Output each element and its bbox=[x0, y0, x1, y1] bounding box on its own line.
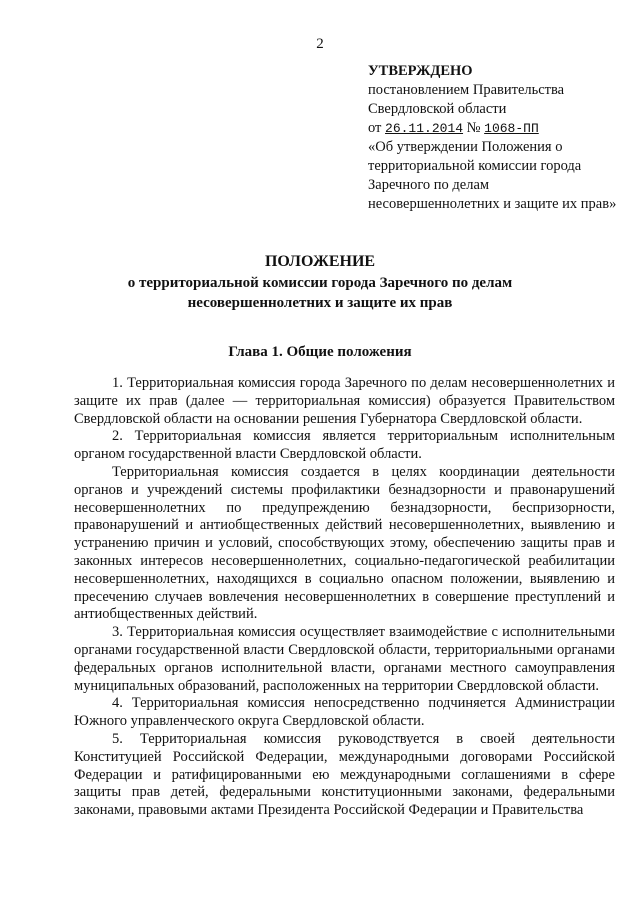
paragraph: 3. Территориальная комиссия осуществляет взаимодействие с исполнительными органами государственной власти Свердловской области, территориальными органами федеральных органов исполнительной власти, органами местного самоуправления муниципальных образований, расположенных на территории Свердловской области. bbox=[74, 624, 615, 694]
paragraph: Территориальная комиссия создается в целях координации деятельности органов и учреждений системы профилактики безнадзорности и правонарушений несовершеннолетних по предупреждению безнадзорности, беспризорности, правонарушений и антиобщественных действий несовершеннолетних, выявлению и устранению причин и условий, способствующих этому, обеспечению защиты прав и законных интересов несовершеннолетних, социально-педагогической реабилитации несовершеннолетних, находящихся в социально опасном положении, выявлению и пресечению случаев вовлечения несовершеннолетних в совершение преступлений и антиобщественных действий. bbox=[74, 463, 615, 623]
approval-line-2: Свердловской области bbox=[368, 101, 507, 117]
approval-date-line bbox=[368, 119, 618, 138]
approval-number: 1068-ПП bbox=[484, 121, 539, 136]
from-label: от bbox=[368, 120, 382, 136]
paragraph: 4. Территориальная комиссия непосредственно подчиняется Администрации Южного управленческого округа Свердловской области. bbox=[74, 695, 615, 730]
approval-heading: УТВЕРЖДЕНО bbox=[368, 63, 473, 79]
document-title: ПОЛОЖЕНИЕ bbox=[264, 253, 376, 270]
number-label: № bbox=[466, 120, 481, 136]
page-number: 2 bbox=[316, 36, 324, 52]
document-body bbox=[74, 375, 615, 820]
document-subtitle: о территориальной комиссии города Заречного по делам несовершеннолетних и защите их прав bbox=[127, 275, 513, 311]
approval-line-1: постановлением Правительства bbox=[368, 82, 565, 98]
paragraph: 1. Территориальная комиссия города Заречного по делам несовершеннолетних и защите их прав (далее — территориальная комиссия) образуется Правительством Свердловской области на основании решения Губернатора Свердловской области. bbox=[74, 375, 615, 427]
chapter-heading: Глава 1. Общие положения bbox=[228, 344, 412, 360]
approval-about: «Об утверждении Положения о территориальной комиссии города Заречного по делам несовершеннолетних и защите их прав» bbox=[368, 139, 617, 212]
approval-date: 26.11.2014 bbox=[385, 121, 464, 136]
approval-block bbox=[368, 62, 618, 214]
paragraph: 5. Территориальная комиссия руководствуется в своей деятельности Конституцией Российской Федерации, международными договорами Российской Федерации и ратифицированными ею международными соглашениями в сфере защиты прав детей, федеральными конституционными законами, федеральными законами, правовыми актами Президента Российской Федерации и Правительства bbox=[74, 730, 615, 819]
paragraph: 2. Территориальная комиссия является территориальным исполнительным органом государственной власти Свердловской области. bbox=[74, 428, 615, 463]
